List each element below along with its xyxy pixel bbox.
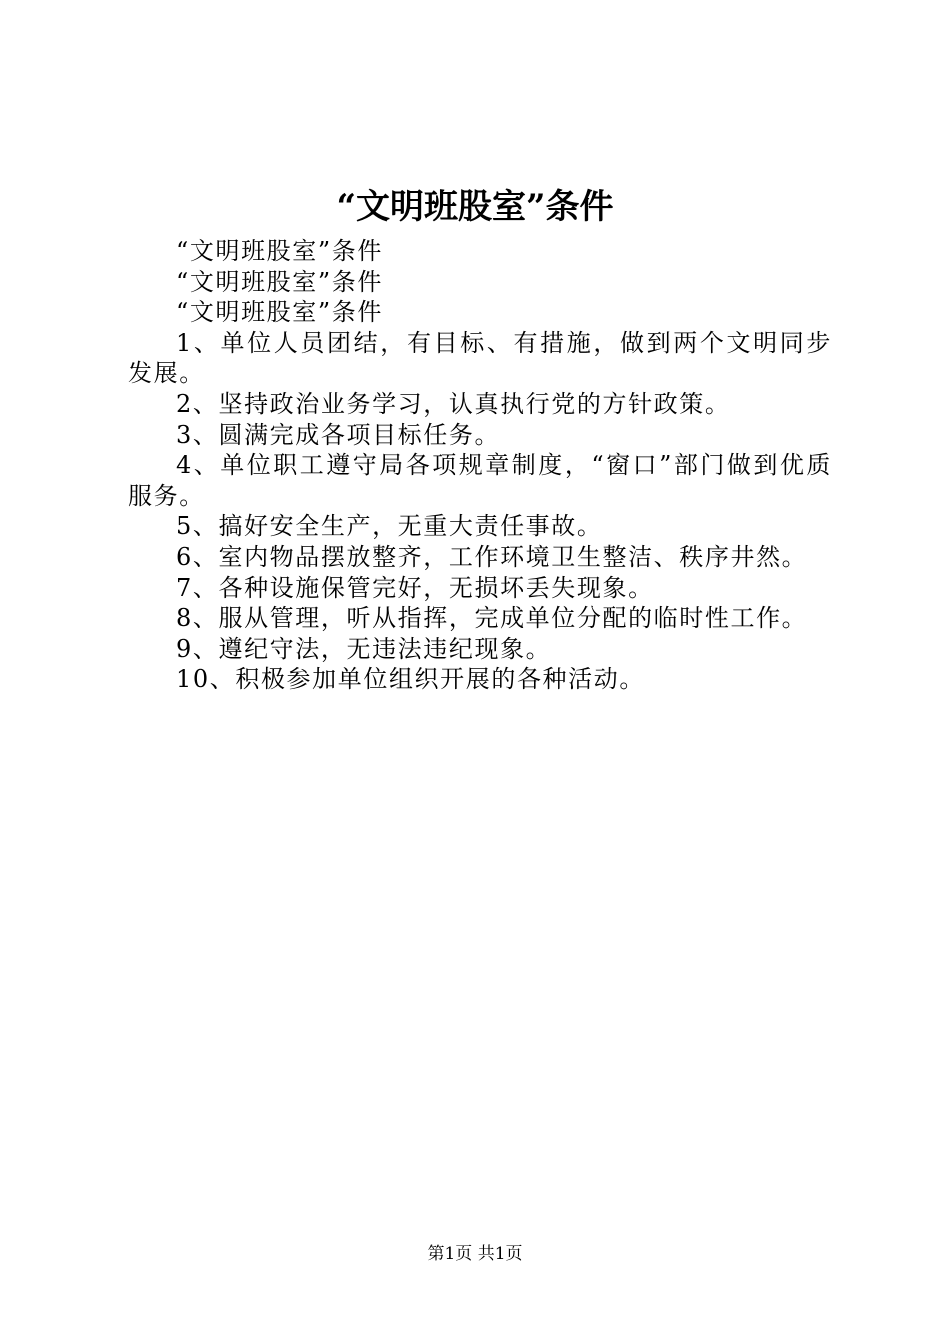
list-item: 9、遵纪守法，无违法违纪现象。	[176, 634, 552, 663]
list-item: 1、单位人员团结，有目标、有措施，做到两个文明同步发展。	[128, 328, 832, 388]
paragraph: “文明班股室”条件	[176, 298, 383, 327]
list-item: 3、圆满完成各项目标任务。	[176, 420, 501, 449]
document-title: “文明班股室”条件	[336, 187, 614, 227]
list-item: 4、单位职工遵守局各项规章制度，“窗口”部门做到优质服务。	[128, 451, 832, 510]
list-item: 2、坚持政治业务学习，认真执行党的方针政策。	[176, 389, 731, 418]
list-item: 6、室内物品摆放整齐，工作环境卫生整洁、秩序井然。	[176, 542, 808, 571]
document-body	[128, 236, 832, 695]
list-item: 5、搞好安全生产，无重大责任事故。	[176, 512, 603, 541]
list-item: 8、服从管理，听从指挥，完成单位分配的临时性工作。	[176, 604, 808, 633]
list-item: 7、各种设施保管完好，无损坏丢失现象。	[176, 573, 654, 602]
list-item: 10、积极参加单位组织开展的各种活动。	[176, 665, 645, 694]
paragraph: “文明班股室”条件	[176, 237, 383, 265]
paragraph: “文明班股室”条件	[176, 267, 383, 296]
page-footer: 第1页 共1页	[427, 1244, 523, 1264]
